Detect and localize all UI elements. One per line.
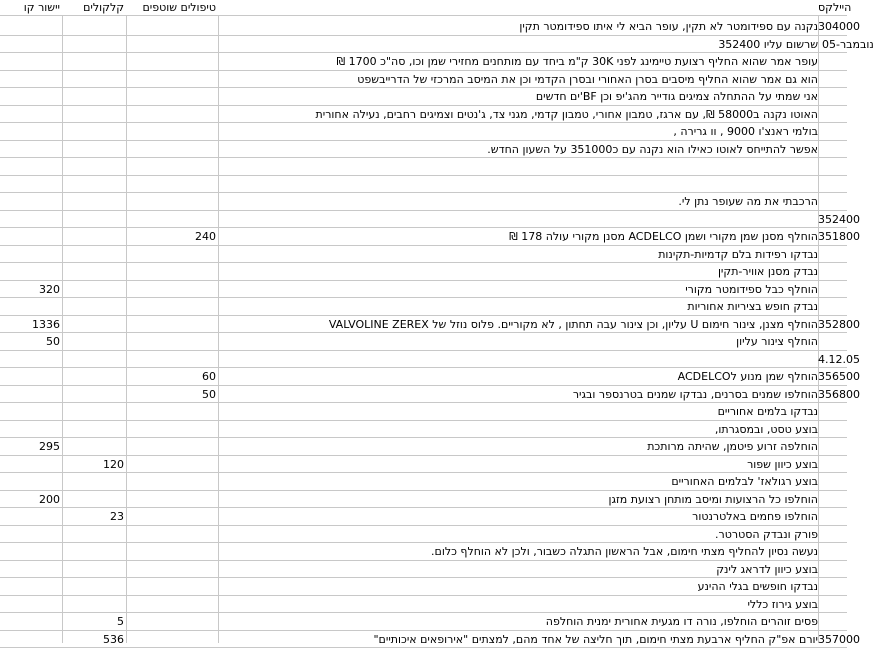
table-row: [0, 421, 847, 439]
description-cell[interactable]: הוחלף כבל ספידומטר מקורי: [218, 281, 818, 298]
line-alignment-cell[interactable]: [0, 613, 62, 630]
table-row: [0, 368, 847, 386]
routine-care-cell[interactable]: [126, 211, 218, 228]
breakdowns-cell[interactable]: 536: [62, 631, 126, 648]
routine-care-cell[interactable]: [126, 71, 218, 88]
table-row: [0, 298, 847, 316]
line-alignment-cell[interactable]: [0, 421, 62, 438]
description-cell[interactable]: האוטו נקנה ב58000 ₪, עם ארגז, טמבון אחורי, טמבון קדמי, מגני צד, ג'נטים וצמיגים רחבים, נעילה אחורית: [218, 106, 818, 123]
routine-care-cell[interactable]: [126, 561, 218, 578]
line-alignment-cell[interactable]: [0, 543, 62, 560]
breakdowns-cell[interactable]: [62, 88, 126, 105]
table-row: [0, 543, 847, 561]
table-row: [0, 403, 847, 421]
line-alignment-cell[interactable]: [0, 18, 62, 35]
mileage-cell[interactable]: 4.12.05: [818, 351, 847, 368]
mileage-cell[interactable]: [818, 88, 847, 105]
mileage-cell[interactable]: [818, 176, 847, 193]
breakdowns-cell[interactable]: [62, 176, 126, 193]
table-row: [0, 351, 847, 369]
breakdowns-cell[interactable]: 23: [62, 508, 126, 525]
mileage-cell[interactable]: [818, 526, 847, 543]
line-alignment-cell[interactable]: [0, 403, 62, 420]
description-cell[interactable]: [218, 211, 818, 228]
description-cell[interactable]: בוצע כיוון לדראג לינק: [218, 561, 818, 578]
breakdowns-cell[interactable]: [62, 543, 126, 560]
routine-care-cell[interactable]: [126, 526, 218, 543]
breakdowns-cell[interactable]: 120: [62, 456, 126, 473]
description-cell[interactable]: פסים זוהרים הוחלפו, נורה דו מגעית אחורית ימנית הוחלפה: [218, 613, 818, 630]
routine-care-cell[interactable]: [126, 631, 218, 648]
description-cell[interactable]: הוחלפו כל הרצועות ומיסב מותחן רצועת מזגן: [218, 491, 818, 508]
mileage-cell[interactable]: [818, 298, 847, 315]
description-cell[interactable]: בולמי ראנצ'ו 9000 , וו גרירה ,: [218, 123, 818, 140]
table-row: [0, 508, 847, 526]
table-row: [0, 123, 847, 141]
description-cell[interactable]: הוחלף צינור עליון: [218, 333, 818, 350]
breakdowns-cell[interactable]: [62, 18, 126, 35]
table-row: [0, 631, 847, 648]
breakdowns-cell[interactable]: [62, 53, 126, 70]
routine-care-cell[interactable]: [126, 456, 218, 473]
breakdowns-cell[interactable]: [62, 386, 126, 403]
breakdowns-cell[interactable]: [62, 578, 126, 595]
breakdowns-cell[interactable]: [62, 228, 126, 245]
breakdowns-cell[interactable]: [62, 596, 126, 613]
description-cell[interactable]: הוחלפה זרוע פיטמן, שהיתה מרותכת: [218, 438, 818, 455]
routine-care-cell[interactable]: [126, 613, 218, 630]
table-row: [0, 596, 847, 614]
description-cell[interactable]: נבדקו בלמים אחוריים: [218, 403, 818, 420]
line-alignment-cell[interactable]: [0, 561, 62, 578]
mileage-cell[interactable]: [818, 193, 847, 210]
line-alignment-cell[interactable]: [0, 386, 62, 403]
line-alignment-cell[interactable]: [0, 298, 62, 315]
mileage-cell[interactable]: [818, 246, 847, 263]
breakdowns-cell[interactable]: [62, 36, 126, 53]
mileage-cell[interactable]: [818, 543, 847, 560]
mileage-cell[interactable]: [818, 71, 847, 88]
mileage-cell[interactable]: [818, 613, 847, 630]
description-cell[interactable]: עופר אמר שהוא החליף רצועת טיימינג לפני 30K ק"מ ביחד עם מותחנים מחזירי שמן וכו, סה"כ 1700 ₪: [218, 53, 818, 70]
routine-care-cell[interactable]: [126, 578, 218, 595]
routine-care-cell[interactable]: [126, 246, 218, 263]
header-line-alignment[interactable]: יישור קו: [0, 0, 62, 15]
line-alignment-cell[interactable]: [0, 36, 62, 53]
line-alignment-cell[interactable]: [0, 456, 62, 473]
line-alignment-cell[interactable]: [0, 368, 62, 385]
routine-care-cell[interactable]: [126, 403, 218, 420]
routine-care-cell[interactable]: [126, 543, 218, 560]
breakdowns-cell[interactable]: [62, 351, 126, 368]
table-row: [0, 491, 847, 509]
table-row: [0, 88, 847, 106]
description-cell[interactable]: [218, 158, 818, 175]
line-alignment-cell[interactable]: [0, 71, 62, 88]
routine-care-cell[interactable]: [126, 263, 218, 280]
line-alignment-cell[interactable]: [0, 631, 62, 648]
line-alignment-cell[interactable]: [0, 141, 62, 158]
table-row: [0, 333, 847, 351]
line-alignment-cell[interactable]: [0, 246, 62, 263]
table-row: [0, 613, 847, 631]
breakdowns-cell[interactable]: [62, 421, 126, 438]
header-routine-care[interactable]: טיפולים שוטפים: [126, 0, 218, 15]
table-row: [0, 526, 847, 544]
mileage-cell[interactable]: [818, 263, 847, 280]
mileage-cell[interactable]: [818, 158, 847, 175]
routine-care-cell[interactable]: [126, 88, 218, 105]
mileage-cell[interactable]: 357000: [818, 631, 847, 648]
routine-care-cell[interactable]: [126, 123, 218, 140]
mileage-cell[interactable]: [818, 473, 847, 490]
table-row: [0, 176, 847, 194]
line-alignment-cell[interactable]: [0, 106, 62, 123]
routine-care-cell[interactable]: [126, 491, 218, 508]
routine-care-cell[interactable]: [126, 473, 218, 490]
line-alignment-cell[interactable]: 320: [0, 281, 62, 298]
mileage-cell[interactable]: 356500: [818, 368, 847, 385]
line-alignment-cell[interactable]: 1336: [0, 316, 62, 333]
line-alignment-cell[interactable]: [0, 596, 62, 613]
description-cell[interactable]: יורם אפ"ק החליף ארבעת מצתי חימום, תוך חליצה של אחד מהם, למצתים "אירופאים איכותיים": [218, 631, 818, 648]
breakdowns-cell[interactable]: [62, 263, 126, 280]
breakdowns-cell[interactable]: [62, 403, 126, 420]
routine-care-cell[interactable]: [126, 141, 218, 158]
breakdowns-cell[interactable]: [62, 526, 126, 543]
description-cell[interactable]: נקנה עם ספידומטר לא תקין, עופר הביא לי איתו ספידומטר תקין: [218, 18, 818, 35]
line-alignment-cell[interactable]: [0, 176, 62, 193]
description-cell[interactable]: פורק ונבדק הסטרטר.: [218, 526, 818, 543]
table-row: [0, 263, 847, 281]
line-alignment-cell[interactable]: [0, 158, 62, 175]
line-alignment-cell[interactable]: [0, 508, 62, 525]
description-cell[interactable]: אני שמתי על ההתחלה צמיגים גודייר מהג'יפ וכן BF'ים חדשים: [218, 88, 818, 105]
routine-care-cell[interactable]: 240: [126, 228, 218, 245]
breakdowns-cell[interactable]: [62, 368, 126, 385]
line-alignment-cell[interactable]: [0, 526, 62, 543]
line-alignment-cell[interactable]: 295: [0, 438, 62, 455]
line-alignment-cell[interactable]: [0, 473, 62, 490]
description-cell[interactable]: שרשום עליו 352400: [218, 36, 818, 53]
routine-care-cell[interactable]: [126, 281, 218, 298]
breakdowns-cell[interactable]: [62, 298, 126, 315]
line-alignment-cell[interactable]: [0, 123, 62, 140]
line-alignment-cell[interactable]: [0, 53, 62, 70]
mileage-cell[interactable]: [818, 141, 847, 158]
breakdowns-cell[interactable]: [62, 158, 126, 175]
mileage-cell[interactable]: 351800: [818, 228, 847, 245]
mileage-cell[interactable]: [818, 281, 847, 298]
table-row: [0, 71, 847, 89]
breakdowns-cell[interactable]: [62, 123, 126, 140]
description-cell[interactable]: בוצע רגולאז' לבלמים האחוריים: [218, 473, 818, 490]
mileage-cell[interactable]: [818, 596, 847, 613]
table-row: [0, 53, 847, 71]
routine-care-cell[interactable]: [126, 438, 218, 455]
description-cell[interactable]: אפשר להתייחס לאוטו כאילו הוא נקנה עם כ351000 על השעון החדש.: [218, 141, 818, 158]
mileage-cell[interactable]: [818, 561, 847, 578]
breakdowns-cell[interactable]: [62, 106, 126, 123]
description-cell[interactable]: הוחלפו פחמים באלטרנטור: [218, 508, 818, 525]
table-row: [0, 473, 847, 491]
description-cell[interactable]: בוצע כיוון שפור: [218, 456, 818, 473]
description-cell[interactable]: הוא גם אמר שהוא החליף מיסבים בסרן האחורי ובסרן הקדמי וכן את המיסב המרכזי של הדרייבשפט: [218, 71, 818, 88]
routine-care-cell[interactable]: [126, 36, 218, 53]
line-alignment-cell[interactable]: [0, 193, 62, 210]
line-alignment-cell[interactable]: [0, 88, 62, 105]
line-alignment-cell[interactable]: [0, 228, 62, 245]
description-cell[interactable]: הרכבתי את מה שעופר נתן לי.: [218, 193, 818, 210]
table-row: [0, 386, 847, 404]
mileage-cell[interactable]: [818, 53, 847, 70]
breakdowns-cell[interactable]: [62, 246, 126, 263]
mileage-cell[interactable]: 352400: [818, 211, 847, 228]
description-cell[interactable]: נבדקו רפידות בלם קדמיות-תקינות: [218, 246, 818, 263]
mileage-cell[interactable]: [818, 403, 847, 420]
description-cell[interactable]: הוחלף מסנן שמן מקורי ושמן ACDELCO מסנן מקורי עולה 178 ₪: [218, 228, 818, 245]
routine-care-cell[interactable]: [126, 316, 218, 333]
description-cell[interactable]: הוחלף שמן מנוע לACDELCO: [218, 368, 818, 385]
table-row: [0, 228, 847, 246]
routine-care-cell[interactable]: [126, 18, 218, 35]
mileage-cell[interactable]: [818, 333, 847, 350]
header-breakdowns[interactable]: קלקולים: [62, 0, 126, 15]
header-mileage[interactable]: היילקס: [818, 0, 847, 15]
breakdowns-cell[interactable]: [62, 316, 126, 333]
description-cell[interactable]: נעשה נסיון להחליף מצתי חימום, אבל הראשון התגלה כשבור, ולכן לא הוחלף כלום.: [218, 543, 818, 560]
line-alignment-cell[interactable]: [0, 351, 62, 368]
mileage-cell[interactable]: [818, 106, 847, 123]
table-row: [0, 158, 847, 176]
breakdowns-cell[interactable]: [62, 491, 126, 508]
table-row: [0, 578, 847, 596]
header-row: [0, 0, 847, 16]
routine-care-cell[interactable]: [126, 158, 218, 175]
breakdowns-cell[interactable]: [62, 438, 126, 455]
routine-care-cell[interactable]: [126, 508, 218, 525]
mileage-cell[interactable]: 304000: [818, 18, 847, 35]
routine-care-cell[interactable]: [126, 193, 218, 210]
table-row: [0, 281, 847, 299]
routine-care-cell[interactable]: 60: [126, 368, 218, 385]
table-row: [0, 193, 847, 211]
table-row: [0, 141, 847, 159]
line-alignment-cell[interactable]: [0, 263, 62, 280]
table-row: [0, 438, 847, 456]
header-description[interactable]: [218, 0, 818, 15]
breakdowns-cell[interactable]: [62, 281, 126, 298]
table-row: [0, 561, 847, 579]
table-row: [0, 36, 847, 54]
table-row: [0, 316, 847, 334]
mileage-cell[interactable]: נובמבר-05: [818, 36, 847, 53]
table-row: [0, 18, 847, 36]
breakdowns-cell[interactable]: [62, 141, 126, 158]
mileage-cell[interactable]: [818, 508, 847, 525]
routine-care-cell[interactable]: [126, 351, 218, 368]
breakdowns-cell[interactable]: [62, 473, 126, 490]
routine-care-cell[interactable]: [126, 596, 218, 613]
mileage-cell[interactable]: [818, 421, 847, 438]
routine-care-cell[interactable]: [126, 333, 218, 350]
routine-care-cell[interactable]: [126, 176, 218, 193]
mileage-cell[interactable]: [818, 123, 847, 140]
description-cell[interactable]: הוחלף מצנן, צינור חימום U עליון, וכן צינור עבה תחתון , לא מקוריים. פלוס נוזל של VALVOLINE ZEREX: [218, 316, 818, 333]
description-cell[interactable]: הוחלפו שמנים בסרנים, נבדקו שמנים בטרנספר ובגיר: [218, 386, 818, 403]
table-row: [0, 106, 847, 124]
mileage-cell[interactable]: [818, 456, 847, 473]
breakdowns-cell[interactable]: [62, 333, 126, 350]
table-row: [0, 456, 847, 474]
line-alignment-cell[interactable]: [0, 211, 62, 228]
table-row: [0, 211, 847, 229]
mileage-cell[interactable]: [818, 578, 847, 595]
mileage-cell[interactable]: 352800: [818, 316, 847, 333]
routine-care-cell[interactable]: 50: [126, 386, 218, 403]
mileage-cell[interactable]: [818, 491, 847, 508]
routine-care-cell[interactable]: [126, 106, 218, 123]
breakdowns-cell[interactable]: [62, 561, 126, 578]
breakdowns-cell[interactable]: [62, 193, 126, 210]
line-alignment-cell[interactable]: 50: [0, 333, 62, 350]
routine-care-cell[interactable]: [126, 298, 218, 315]
breakdowns-cell[interactable]: [62, 211, 126, 228]
description-cell[interactable]: נבדק חופש בציריות אחוריות: [218, 298, 818, 315]
description-cell[interactable]: בוצע טסט, ובמסגרתו,: [218, 421, 818, 438]
routine-care-cell[interactable]: [126, 421, 218, 438]
breakdowns-cell[interactable]: [62, 71, 126, 88]
description-cell[interactable]: [218, 176, 818, 193]
line-alignment-cell[interactable]: [0, 578, 62, 595]
breakdowns-cell[interactable]: 5: [62, 613, 126, 630]
line-alignment-cell[interactable]: 200: [0, 491, 62, 508]
mileage-cell[interactable]: [818, 438, 847, 455]
mileage-cell[interactable]: 356800: [818, 386, 847, 403]
description-cell[interactable]: נבדק מסנן אוויר-תקין: [218, 263, 818, 280]
table-row: [0, 246, 847, 264]
description-cell[interactable]: [218, 351, 818, 368]
description-cell[interactable]: בוצע גירוז כללי: [218, 596, 818, 613]
routine-care-cell[interactable]: [126, 53, 218, 70]
description-cell[interactable]: נבדקו חופשים בגלי ההינע: [218, 578, 818, 595]
